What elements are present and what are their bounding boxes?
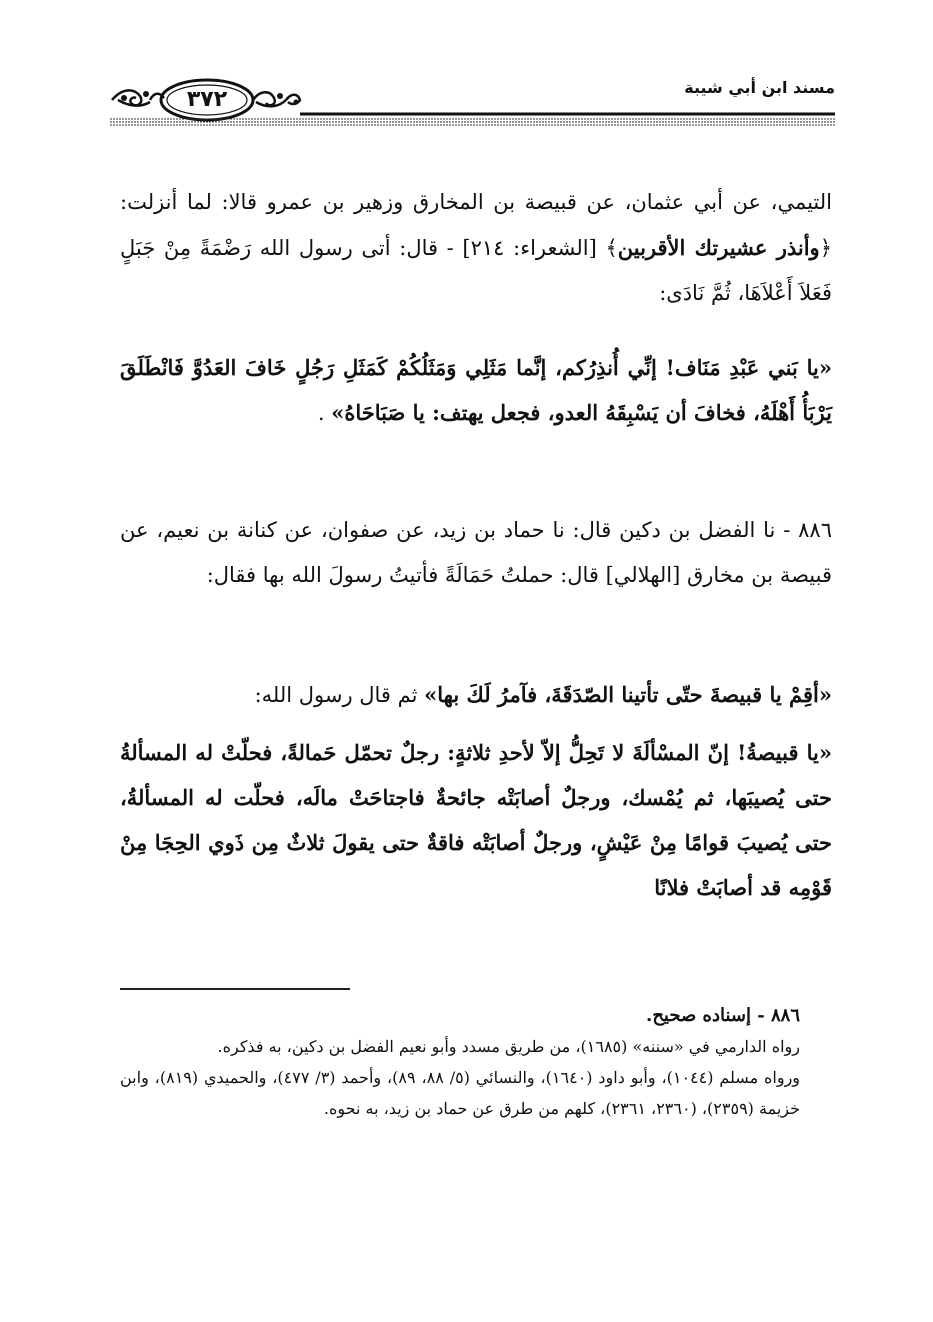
hadith-number-chain: ٨٨٦ - نا الفضل بن دكين قال: نا حماد بن زيد، عن صفوان، عن كنانة بن نعيم، عن قبيصة بن مخارق [الهلالي] قال: حملتُ حَمَالَةً فأتيتُ رسولَ الله بها فقال: [120,518,832,587]
page-header [110,70,835,132]
chain-text: التيمي، عن أبي عثمان، عن قبيصة بن المخارق وزهير بن عمرو قالا: لما أنزلت: ﴿ [120,190,832,260]
paragraph-chain-continued [120,180,832,316]
hadith-text: «أقِمْ يا قبيصةَ حتّى تأتينا الصّدَقَةَ، فآمرُ لَكَ بها» [424,682,832,707]
quran-verse: وأنذر عشيرتك الأقربين [617,235,820,260]
footnote-line: رواه الدارمي في «سننه» (١٦٨٥)، من طريق مسدد وأبو نعيم الفضل بن دكين، به فذكره. [217,1037,800,1056]
footnote-separator [120,988,350,990]
footnote-line: ورواه مسلم (١٠٤٤)، وأبو داود (١٦٤٠)، والنسائي (٥/ ٨٨، ٨٩)، وأحمد (٣/ ٤٧٧)، والحميدي (٨١٩)، وابن خزيمة (٢٣٥٩)، (٢٣٦٠، ٢٣٦١)، كلهم من طرق عن حماد بن زيد، به نحوه. [120,1068,801,1118]
hadith-end: . [317,401,332,425]
paragraph-hadith-1 [120,345,832,436]
hadith-continuation: ثم قال رسول الله: [254,683,425,707]
paragraph-886-chain [120,508,832,598]
paragraph-hadith-3 [120,730,832,910]
paragraph-hadith-2 [120,672,832,718]
footnotes [120,1000,800,1124]
footnote-heading: ٨٨٦ - إسناده صحيح. [646,1005,800,1026]
chain-text-after: ﴾ [الشعراء: ٢١٤] - قال: أتى رسول الله رَضْمَةً مِنْ جَبَلٍ فَعَلاَ أَعْلاَهَا، ثُمَّ نَادَى: [120,236,832,305]
page-number: ٣٧٢ [186,87,228,112]
running-title: مسند ابن أبي شيبة [684,78,835,97]
hadith-text: «يا بَني عَبْدِ مَنَاف! إنِّي أُنذِرُكم، إنَّما مَثَلِي وَمَثَلُكُمْ كَمَثَلِ رَجُلٍ خَافَ العَدُوَّ فَانْطَلَقَ يَرْبَأُ أَهْلَهُ، فخافَ أن يَسْبِقَهُ العدو، فجعل يهتف: يا صَبَاحَاهُ» [120,355,832,425]
header-rule [110,112,835,128]
hadith-text: «يا قبيصةُ! إنّ المسْألَةَ لا تَحِلُّ إلاّ لأحدِ ثلاثةٍ: رجلٌ تحمّل حَمالةً، فحلّتْ له المسألةُ حتى يُصيبَها، ثم يُمْسك، ورجلٌ أصابَتْه جائحةٌ فاجتاحَتْ مالَه، فحلّت له المسألةُ، حتى يُصيبَ قوامًا مِنْ عَيْشٍ، ورجلٌ أصابَتْه فاقةٌ حتى يقولَ ثلاثٌ مِن ذَوي الحِجَا مِنْ قَوْمِه قد أصابَتْ فلانًا [120,740,832,900]
